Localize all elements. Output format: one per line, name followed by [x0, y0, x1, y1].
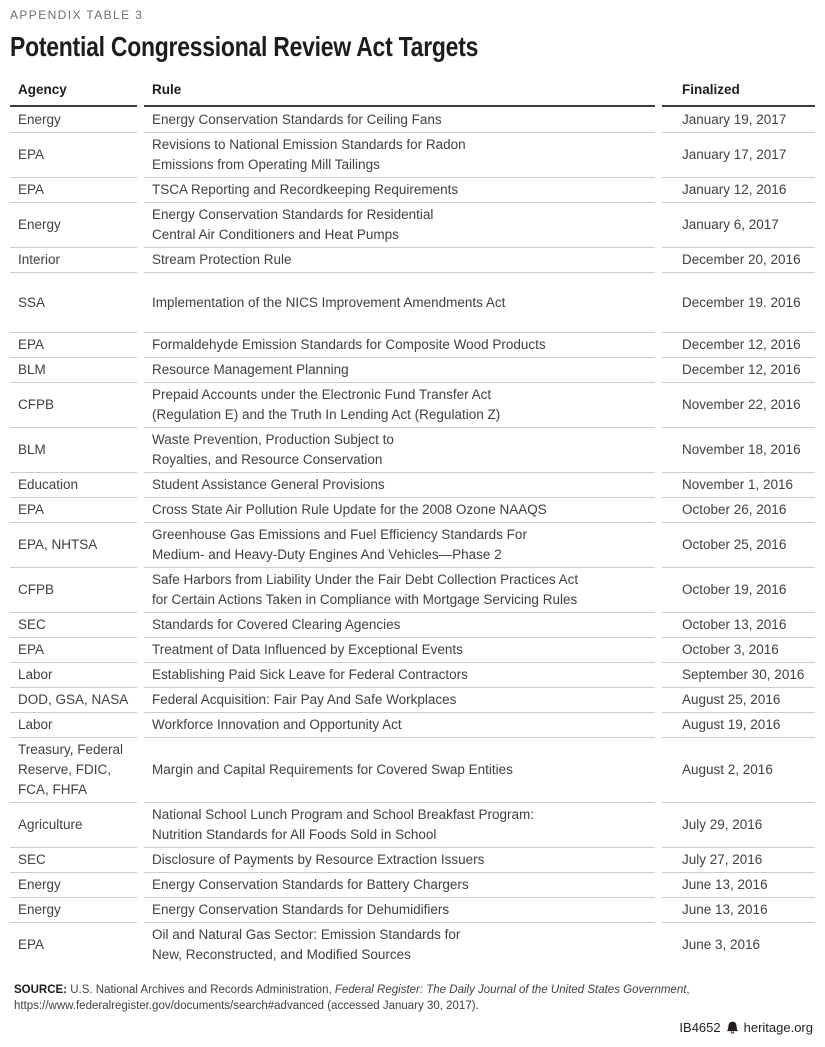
column-header-rule: Rule [144, 77, 655, 107]
column-header-finalized: Finalized [662, 77, 815, 107]
finalized-cell: October 25, 2016 [662, 522, 815, 567]
finalized-cell: June 3, 2016 [662, 922, 815, 967]
table-row [10, 177, 815, 202]
agency-cell: EPA, NHTSA [10, 522, 137, 567]
agency-cell: EPA [10, 332, 137, 357]
agency-cell: CFPB [10, 382, 137, 427]
finalized-cell: September 30, 2016 [662, 662, 815, 687]
source-line-2: https://www.federalregister.gov/documents/search#advanced (accessed January 30, 2017). [14, 1000, 479, 1012]
agency-cell: SEC [10, 847, 137, 872]
finalized-cell: July 27, 2016 [662, 847, 815, 872]
finalized-cell: October 3, 2016 [662, 637, 815, 662]
finalized-cell: January 12, 2016 [662, 177, 815, 202]
agency-cell: Treasury, Federal Reserve, FDIC, FCA, FHFA [10, 737, 137, 802]
table-row [10, 872, 815, 897]
finalized-cell: January 17, 2017 [662, 132, 815, 177]
agency-cell: Agriculture [10, 802, 137, 847]
rule-cell: Greenhouse Gas Emissions and Fuel Efficiency Standards For Medium- and Heavy-Duty Engines And Vehicles—Phase 2 [144, 522, 655, 567]
table-row [10, 897, 815, 922]
table-row [10, 637, 815, 662]
rule-cell: Implementation of the NICS Improvement Amendments Act [144, 272, 655, 332]
agency-cell: EPA [10, 637, 137, 662]
finalized-cell: October 13, 2016 [662, 612, 815, 637]
agency-cell: EPA [10, 922, 137, 967]
finalized-cell: August 19, 2016 [662, 712, 815, 737]
table-row [10, 132, 815, 177]
table-row [10, 107, 815, 132]
agency-cell: SSA [10, 272, 137, 332]
rule-cell: Disclosure of Payments by Resource Extraction Issuers [144, 847, 655, 872]
table-body [10, 107, 815, 967]
agency-cell: Labor [10, 662, 137, 687]
rule-cell: Oil and Natural Gas Sector: Emission Standards for New, Reconstructed, and Modified Sources [144, 922, 655, 967]
rule-cell: Resource Management Planning [144, 357, 655, 382]
table-row [10, 382, 815, 427]
agency-cell: SEC [10, 612, 137, 637]
site-name: heritage.org [743, 1020, 813, 1035]
agency-cell: EPA [10, 497, 137, 522]
table-row [10, 847, 815, 872]
finalized-cell: August 2, 2016 [662, 737, 815, 802]
finalized-cell: June 13, 2016 [662, 897, 815, 922]
finalized-cell: November 18, 2016 [662, 427, 815, 472]
table-header-row [10, 77, 815, 107]
table-row [10, 202, 815, 247]
finalized-cell: December 12, 2016 [662, 332, 815, 357]
rule-cell: Prepaid Accounts under the Electronic Fund Transfer Act (Regulation E) and the Truth In Lending Act (Regulation Z) [144, 382, 655, 427]
finalized-cell: October 26, 2016 [662, 497, 815, 522]
source-note [10, 982, 815, 1014]
rule-cell: Formaldehyde Emission Standards for Composite Wood Products [144, 332, 655, 357]
table-row [10, 662, 815, 687]
appendix-label: APPENDIX TABLE 3 [10, 8, 144, 22]
rule-cell: Establishing Paid Sick Leave for Federal Contractors [144, 662, 655, 687]
agency-cell: EPA [10, 177, 137, 202]
page-title: Potential Congressional Review Act Targets [10, 31, 479, 62]
cra-targets-table [10, 77, 815, 967]
finalized-cell: October 19, 2016 [662, 567, 815, 612]
table-row [10, 612, 815, 637]
rule-cell: TSCA Reporting and Recordkeeping Requirements [144, 177, 655, 202]
source-comma: , [686, 984, 690, 996]
rule-cell: Stream Protection Rule [144, 247, 655, 272]
finalized-cell: December 20, 2016 [662, 247, 815, 272]
table-row [10, 272, 815, 332]
table-row [10, 687, 815, 712]
agency-cell: Education [10, 472, 137, 497]
table-row [10, 357, 815, 382]
rule-cell: Student Assistance General Provisions [144, 472, 655, 497]
table-row [10, 522, 815, 567]
source-text: U.S. National Archives and Records Administration, [67, 984, 335, 996]
rule-cell: Standards for Covered Clearing Agencies [144, 612, 655, 637]
finalized-cell: January 19, 2017 [682, 111, 787, 127]
liberty-bell-icon [726, 1021, 739, 1034]
agency-cell: Energy [18, 111, 61, 127]
finalized-cell: December 12, 2016 [662, 357, 815, 382]
source-citation-title: Federal Register: The Daily Journal of the United States Government [334, 984, 687, 996]
table-row [10, 497, 815, 522]
finalized-cell: December 19. 2016 [662, 272, 815, 332]
rule-cell: Safe Harbors from Liability Under the Fair Debt Collection Practices Act for Certain Actions Taken in Compliance with Mortgage Servicing Rules [144, 567, 655, 612]
finalized-cell: November 1, 2016 [662, 472, 815, 497]
table-row [10, 922, 815, 967]
rule-cell: Workforce Innovation and Opportunity Act [144, 712, 655, 737]
agency-cell: Interior [10, 247, 137, 272]
agency-cell: Labor [10, 712, 137, 737]
rule-cell: Cross State Air Pollution Rule Update for the 2008 Ozone NAAQS [144, 497, 655, 522]
table-row [10, 737, 815, 802]
finalized-cell: June 13, 2016 [662, 872, 815, 897]
table-row [10, 332, 815, 357]
rule-cell: National School Lunch Program and School Breakfast Program: Nutrition Standards for All Foods Sold in School [144, 802, 655, 847]
rule-cell: Energy Conservation Standards for Residential Central Air Conditioners and Heat Pumps [144, 202, 655, 247]
table-row [10, 247, 815, 272]
agency-cell: Energy [10, 202, 137, 247]
rule-cell: Waste Prevention, Production Subject to Royalties, and Resource Conservation [144, 427, 655, 472]
agency-cell: DOD, GSA, NASA [10, 687, 137, 712]
doc-id: IB4652 [679, 1020, 721, 1035]
rule-cell: Energy Conservation Standards for Battery Chargers [144, 872, 655, 897]
rule-cell: Energy Conservation Standards for Ceiling Fans [152, 111, 442, 127]
rule-cell: Treatment of Data Influenced by Exceptional Events [144, 637, 655, 662]
table-row [10, 567, 815, 612]
rule-cell: Margin and Capital Requirements for Covered Swap Entities [144, 737, 655, 802]
column-header-agency: Agency [10, 77, 137, 107]
agency-cell: BLM [10, 357, 137, 382]
finalized-cell: July 29, 2016 [662, 802, 815, 847]
finalized-cell: November 22, 2016 [662, 382, 815, 427]
finalized-cell: August 25, 2016 [662, 687, 815, 712]
table-row [10, 712, 815, 737]
rule-cell: Federal Acquisition: Fair Pay And Safe Workplaces [144, 687, 655, 712]
table-row [10, 472, 815, 497]
rule-cell: Revisions to National Emission Standards for Radon Emissions from Operating Mill Tailings [144, 132, 655, 177]
table-row [10, 427, 815, 472]
agency-cell: EPA [10, 132, 137, 177]
agency-cell: BLM [10, 427, 137, 472]
table-row [10, 802, 815, 847]
agency-cell: CFPB [10, 567, 137, 612]
source-line-1 [14, 982, 815, 998]
agency-cell: Energy [10, 872, 137, 897]
agency-cell: Energy [10, 897, 137, 922]
source-label: SOURCE: [14, 984, 68, 996]
footer-brand [679, 1020, 813, 1035]
finalized-cell: January 6, 2017 [662, 202, 815, 247]
rule-cell: Energy Conservation Standards for Dehumidifiers [144, 897, 655, 922]
